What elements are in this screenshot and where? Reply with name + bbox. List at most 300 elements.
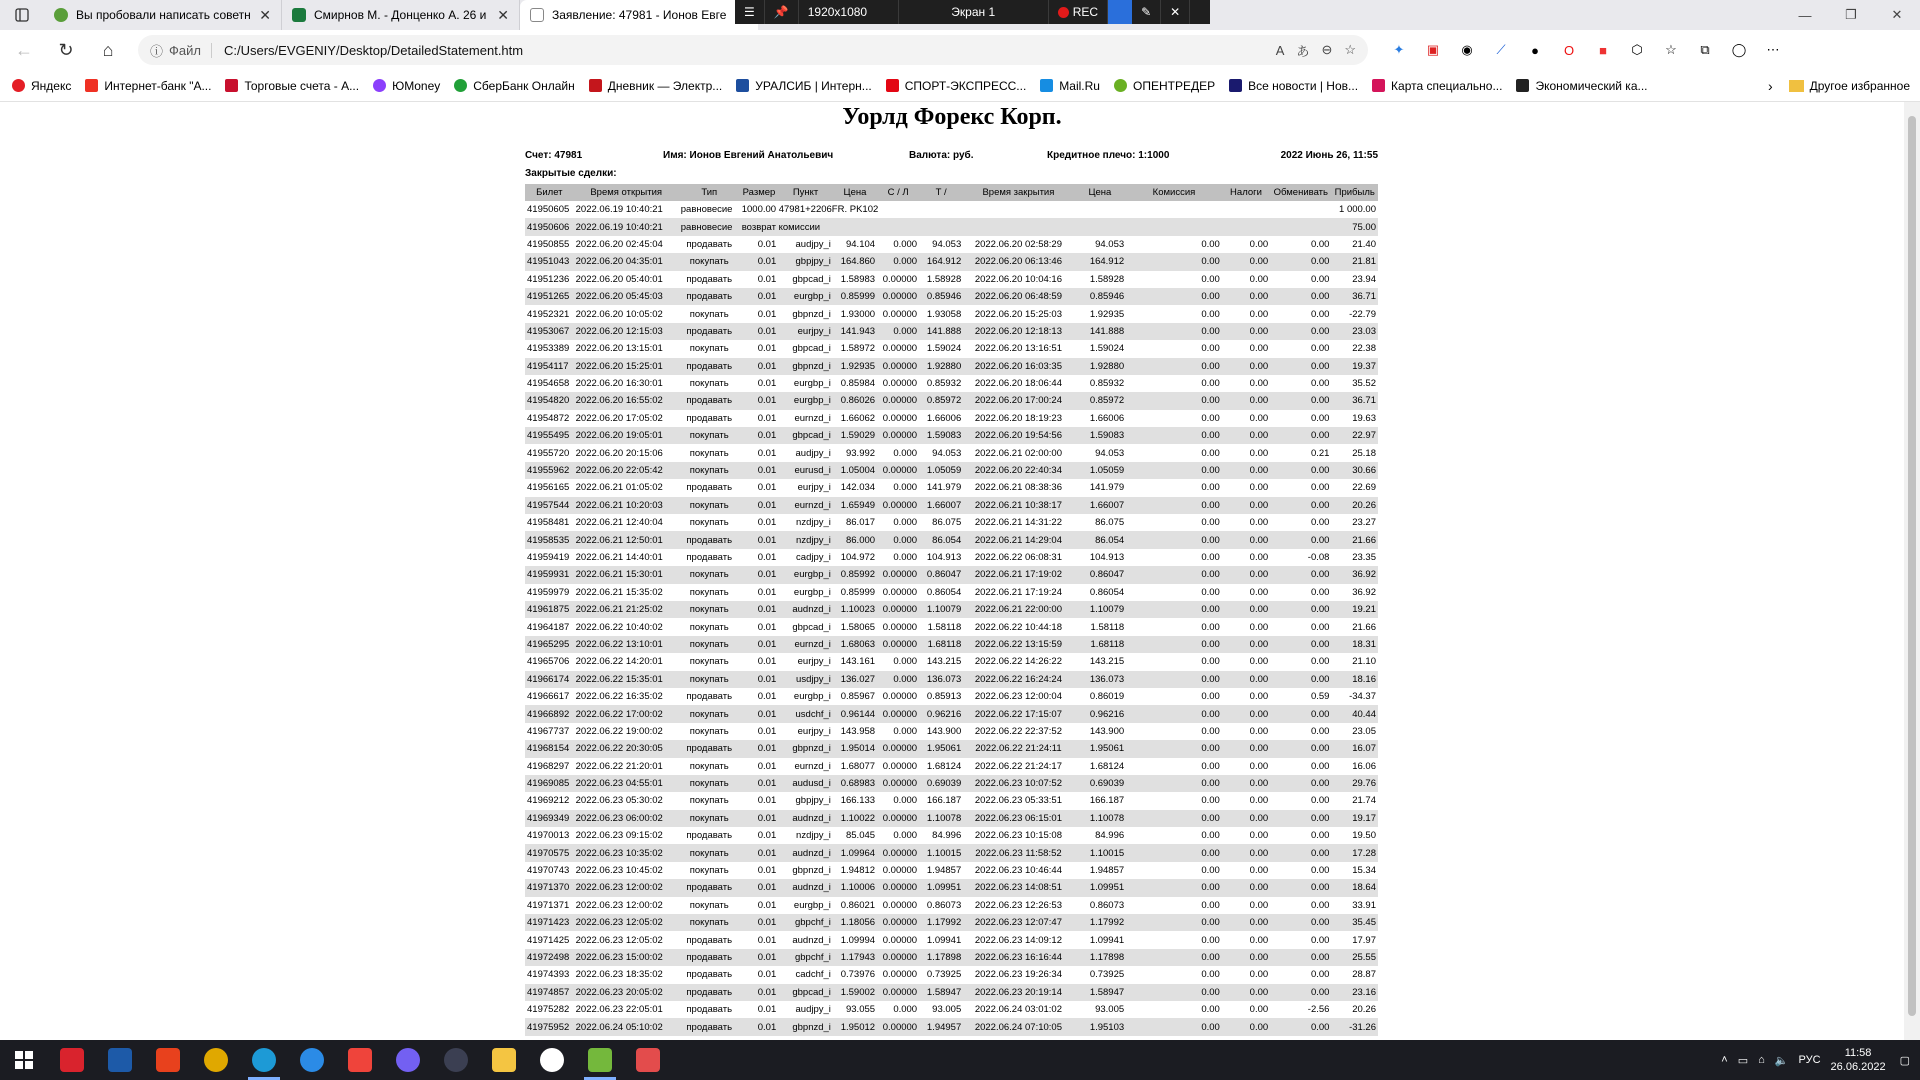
table-cell: 0.00000	[877, 462, 919, 479]
yumoney-icon	[373, 79, 386, 92]
table-cell: равновесие	[680, 204, 733, 216]
pin-icon[interactable]: 📌	[765, 0, 799, 24]
trading-app-icon[interactable]	[96, 1040, 144, 1080]
table-cell: 0.00	[1249, 517, 1269, 529]
table-cell: 23.94	[1352, 273, 1376, 285]
table-cell: 1.66006	[926, 412, 962, 424]
table-cell: 0.00	[1222, 984, 1270, 1001]
table-cell: 93.055	[845, 1004, 876, 1016]
extension-icon[interactable]: ⟋	[1496, 42, 1506, 57]
table-cell: 2022.06.22 13:10:01	[574, 636, 679, 653]
table-cell: 17.97	[1352, 934, 1376, 946]
profile-avatar[interactable]: ◯	[1731, 42, 1747, 57]
table-cell: nzdjpy_i	[796, 517, 831, 529]
bookmark-item[interactable]	[454, 79, 574, 93]
table-cell: покупать	[679, 462, 740, 479]
table-cell: 0.01	[757, 1004, 777, 1016]
table-cell: 1.68118	[919, 636, 963, 653]
table-row	[525, 844, 1378, 861]
report-date: 2022 Июнь 26, 11:55	[1280, 150, 1378, 161]
table-cell: 1.58947	[919, 984, 963, 1001]
battery-icon[interactable]: ▭	[1737, 1054, 1749, 1067]
table-cell: 0.01	[740, 671, 779, 688]
recorder-app-icon[interactable]	[576, 1040, 624, 1080]
table-cell: 1.95061	[1074, 740, 1127, 757]
table-cell: 0.00	[1249, 482, 1269, 494]
pencil-icon[interactable]: ✎	[1132, 0, 1161, 24]
table-cell: 40.44	[1331, 705, 1378, 722]
table-cell: 2022.06.23 14:08:51	[963, 879, 1073, 896]
more-menu-icon[interactable]: ⋯	[1766, 42, 1780, 57]
clock-time: 11:58	[1844, 1047, 1872, 1059]
table-cell: 2022.06.24 03:01:02	[974, 1004, 1062, 1016]
table-cell: 0.00	[1249, 760, 1269, 772]
table-cell: 0.00	[1270, 810, 1331, 827]
viber-icon[interactable]	[384, 1040, 432, 1080]
table-cell: 41961875	[525, 601, 574, 618]
bookmark-item[interactable]	[12, 79, 71, 93]
recorder-toolbar	[735, 0, 1210, 24]
table-cell: 41955495	[525, 427, 574, 444]
table-cell: 2022.06.21 15:30:01	[574, 566, 679, 583]
table-cell: eurjpy_i	[778, 323, 833, 340]
bookmark-item[interactable]	[736, 79, 872, 93]
tab-2[interactable]	[282, 0, 520, 30]
extension-icon[interactable]: ✦	[1393, 42, 1405, 57]
extensions-icon[interactable]: ⬡	[1631, 42, 1643, 57]
office-app-icon[interactable]	[144, 1040, 192, 1080]
table-row	[525, 358, 1378, 375]
table-cell: 21.10	[1352, 656, 1376, 668]
table-cell: 2022.06.22 15:35:01	[574, 671, 679, 688]
bookmark-item[interactable]	[1229, 79, 1358, 93]
table-cell: 0.01	[740, 879, 779, 896]
table-cell: 22.69	[1352, 482, 1376, 494]
table-cell: 0.00	[1222, 844, 1270, 861]
table-row	[525, 305, 1378, 322]
translate-icon[interactable]: あ	[1296, 43, 1310, 59]
url-text[interactable]: C:/Users/EVGENIY/Desktop/DetailedStatement.htm	[223, 42, 524, 58]
table-row	[525, 688, 1378, 705]
bookmark-item[interactable]	[1040, 79, 1100, 93]
bookmark-label: Яндекс	[31, 78, 72, 93]
table-cell: 2022.06.20 15:25:01	[574, 358, 679, 375]
screen-selector[interactable]: Экран 1	[899, 0, 1049, 24]
bookmark-item[interactable]	[85, 79, 211, 93]
card-icon	[1372, 79, 1385, 92]
table-cell: 0.86026	[833, 392, 877, 409]
table-cell: 1.05059	[919, 462, 963, 479]
table-cell: 41955962	[525, 462, 574, 479]
back-button[interactable]: ←	[15, 39, 33, 60]
table-cell: 1.10023	[833, 601, 877, 618]
table-cell: 2022.06.24 05:10:02	[574, 1018, 679, 1035]
table-cell: 143.900	[926, 725, 962, 737]
close-tab-icon[interactable]: ✕	[259, 6, 271, 23]
table-cell: 2022.06.20 05:40:01	[575, 273, 663, 285]
telemost-icon[interactable]	[288, 1040, 336, 1080]
table-cell: 1.94857	[1089, 865, 1125, 877]
table-cell: 0.01	[757, 517, 777, 529]
bookmark-label: Торговые счета - А...	[244, 78, 360, 93]
table-cell: gbpjpy_i	[795, 795, 831, 807]
read-aloud-icon[interactable]: A	[1275, 42, 1285, 58]
table-cell: 0.00	[1201, 447, 1220, 459]
table-cell: gbpchf_i	[778, 949, 833, 966]
table-cell: продавать	[686, 412, 733, 424]
table-cell: 1.59083	[1074, 427, 1127, 444]
bookmark-label: Экономический ка...	[1535, 78, 1648, 93]
chat-app-icon[interactable]	[624, 1040, 672, 1080]
table-cell: 33.91	[1352, 899, 1376, 911]
table-cell: 0.01	[757, 656, 777, 668]
account-info	[525, 150, 1378, 166]
table-cell: 0.86054	[1089, 586, 1125, 598]
bookmark-label: СберБанк Онлайн	[473, 78, 575, 93]
language-indicator[interactable]: РУС	[1798, 1054, 1821, 1066]
table-cell: продавать	[686, 1004, 733, 1016]
table-cell: 41966892	[525, 705, 574, 722]
table-cell: 1.58972	[840, 343, 876, 355]
bookmark-item[interactable]	[225, 79, 359, 93]
table-cell: 0.00	[1201, 795, 1220, 807]
table-cell: 2022.06.20 19:54:56	[963, 427, 1073, 444]
table-row	[525, 549, 1378, 566]
table-cell: 0.00000	[877, 879, 919, 896]
table-cell: 0.86073	[1089, 899, 1125, 911]
table-cell: 0.000	[893, 238, 918, 250]
column-header: Т /	[919, 184, 963, 201]
table-row	[525, 444, 1378, 461]
restore-icon[interactable]: ❐	[1845, 7, 1857, 22]
table-cell: 20.26	[1331, 497, 1378, 514]
table-row	[525, 479, 1378, 496]
table-cell: 2022.06.21 15:35:02	[575, 586, 663, 598]
table-cell: 2022.06.20 13:15:01	[575, 343, 663, 355]
table-cell: 41970575	[525, 844, 574, 861]
table-cell: 0.00	[1222, 392, 1270, 409]
table-cell: 0.00	[1201, 656, 1220, 668]
table-cell: 0.85932	[926, 378, 962, 390]
table-cell: 2022.06.23 12:07:47	[963, 914, 1073, 931]
table-cell: 0.00	[1222, 253, 1270, 270]
table-row	[525, 775, 1378, 792]
table-cell: покупать	[679, 775, 740, 792]
scheme-label: Файл	[169, 43, 212, 58]
clock[interactable]	[1831, 1046, 1886, 1074]
table-cell: 1.09941	[926, 934, 962, 946]
table-cell: 2022.06.21 21:25:02	[574, 601, 679, 618]
app-red-icon[interactable]	[48, 1040, 96, 1080]
table-cell: 0.00	[1310, 865, 1330, 877]
table-cell: покупать	[679, 636, 740, 653]
table-cell: 141.888	[919, 323, 963, 340]
table-cell: 0.00	[1126, 914, 1222, 931]
collections-icon[interactable]: ⧉	[1700, 42, 1710, 57]
table-cell: 41965295	[525, 636, 574, 653]
network-icon[interactable]: ⌂	[1758, 1054, 1765, 1066]
table-cell: 2022.06.23 09:15:02	[575, 830, 663, 842]
opera-icon[interactable]: O	[1563, 42, 1575, 58]
menu-icon[interactable]: ☰	[735, 0, 765, 24]
column-header: Прибыль	[1331, 184, 1378, 201]
table-cell: 0.00	[1126, 288, 1222, 305]
table-cell: 0.01	[740, 253, 779, 270]
bookmarks-bar	[0, 70, 1920, 102]
table-cell: 0.00000	[882, 343, 918, 355]
chevron-right-icon[interactable]: ›	[1767, 77, 1773, 94]
yandex-browser-icon[interactable]	[528, 1040, 576, 1080]
table-cell: 94.053	[932, 238, 962, 250]
table-cell: 1.68124	[926, 760, 962, 772]
table-cell: 0.00	[1310, 273, 1330, 285]
table-cell: 164.860	[833, 253, 877, 270]
table-cell: 41970013	[527, 830, 570, 842]
table-cell: 2022.06.22 21:24:11	[963, 740, 1073, 757]
close-window-icon[interactable]: ✕	[1891, 7, 1903, 22]
chrome-icon[interactable]	[192, 1040, 240, 1080]
tab-actions-icon[interactable]	[0, 0, 44, 30]
table-cell: 41975282	[527, 1004, 570, 1016]
table-cell: 0.00000	[882, 691, 918, 703]
table-cell: продавать	[686, 830, 733, 842]
table-cell: 0.00	[1270, 914, 1331, 931]
info-icon[interactable]: ⓘ	[150, 43, 164, 59]
table-cell: 0.00	[1249, 1004, 1269, 1016]
table-cell: 2022.06.21 01:05:02	[575, 482, 663, 494]
table-cell: 41959419	[527, 552, 570, 563]
table-cell: 2022.06.20 02:45:04	[575, 238, 663, 250]
table-cell: 41950606	[525, 218, 574, 235]
table-cell: 0.73925	[926, 969, 962, 981]
bookmark-item[interactable]	[1516, 79, 1647, 93]
table-cell: 41965706	[527, 656, 570, 668]
table-cell: 41950605	[527, 204, 570, 216]
table-cell: 41954658	[527, 378, 570, 390]
close-tab-icon[interactable]: ✕	[497, 6, 509, 23]
mailru-icon	[1040, 79, 1053, 92]
table-cell: 0.01	[740, 636, 779, 653]
table-cell: 2022.06.21 12:40:04	[575, 517, 663, 529]
table-header-row	[525, 184, 1378, 201]
extension-icon[interactable]: ▣	[1426, 42, 1440, 57]
bookmark-label: ЮMoney	[392, 78, 441, 93]
table-cell: 84.996	[1095, 830, 1125, 842]
table-row	[525, 897, 1378, 914]
table-cell: 0.00	[1126, 358, 1222, 375]
table-cell: 0.00	[1249, 865, 1269, 877]
table-cell: 164.912	[1074, 253, 1127, 270]
table-cell: 0.00	[1270, 879, 1331, 896]
table-cell: 2022.06.24 07:10:05	[963, 1018, 1073, 1035]
table-cell: 1.58983	[840, 273, 876, 285]
table-row	[525, 636, 1378, 653]
table-cell: 1.92935	[1089, 308, 1125, 320]
tab-3[interactable]	[520, 0, 758, 30]
table-cell: 143.215	[1089, 656, 1125, 668]
table-cell: 2022.06.23 12:00:02	[575, 899, 663, 911]
table-row	[525, 966, 1378, 983]
extension-icon[interactable]: ◉	[1461, 42, 1473, 57]
bookmark-item[interactable]	[589, 79, 723, 93]
table-cell: 0.00	[1310, 378, 1330, 390]
table-cell: 2022.06.21 12:50:01	[574, 531, 679, 548]
table-cell: 0.00	[1222, 636, 1270, 653]
table-cell: 36.71	[1331, 392, 1378, 409]
table-cell: 0.000	[893, 517, 918, 529]
table-cell: 0.00	[1201, 343, 1220, 355]
table-cell: 0.00	[1126, 497, 1222, 514]
table-cell: 0.00	[1249, 969, 1269, 981]
favorite-star-icon[interactable]: ☆	[1344, 42, 1356, 57]
table-cell: 141.943	[833, 323, 877, 340]
table-cell: 19.50	[1352, 830, 1376, 842]
table-cell: 2022.06.21 14:29:04	[963, 531, 1073, 548]
table-cell: 0.86047	[1074, 566, 1127, 583]
notifications-icon[interactable]: ▢	[1899, 1054, 1910, 1067]
table-cell: 17.28	[1331, 844, 1378, 861]
bookmark-item[interactable]	[373, 79, 440, 93]
table-cell: 0.00	[1249, 552, 1269, 563]
table-cell: 0.00	[1310, 586, 1330, 598]
table-cell: 0.00	[1270, 705, 1331, 722]
table-cell: 0.00	[1126, 1018, 1222, 1035]
table-cell: 41951236	[527, 273, 570, 285]
table-cell: 0.85999	[840, 586, 876, 598]
table-cell: 1.10079	[919, 601, 963, 618]
bookmark-item[interactable]	[886, 79, 1027, 93]
volume-icon[interactable]: 🔈	[1774, 1054, 1789, 1067]
table-row	[525, 879, 1378, 896]
column-header: Цена	[1074, 184, 1127, 201]
table-row	[525, 653, 1378, 670]
table-cell: 1.95061	[919, 740, 963, 757]
table-cell: 0.85972	[1074, 392, 1127, 409]
table-cell: 0.85946	[919, 288, 963, 305]
tab-1[interactable]	[44, 0, 282, 30]
table-cell: покупать	[679, 914, 740, 931]
table-cell: 1.94957	[919, 1018, 963, 1035]
table-cell: gbpcad_i	[778, 427, 833, 444]
draw-mode-icon[interactable]	[1108, 0, 1132, 24]
record-button[interactable]	[1049, 0, 1108, 24]
table-cell: audnzd_i	[778, 844, 833, 861]
extensions	[1382, 36, 1790, 64]
table-row	[525, 584, 1378, 601]
table-cell: 0.00000	[882, 934, 918, 946]
bookmark-item[interactable]	[1372, 79, 1502, 93]
table-cell: audjpy_i	[795, 447, 831, 459]
anydesk-icon[interactable]	[336, 1040, 384, 1080]
refresh-button[interactable]: ↻	[58, 39, 74, 60]
resolution-label: 1920x1080	[799, 0, 899, 24]
table-cell: 1.66062	[840, 412, 876, 424]
file-explorer-icon[interactable]	[480, 1040, 528, 1080]
address-bar[interactable]	[138, 35, 1368, 65]
table-cell: eurnzd_i	[778, 497, 833, 514]
table-cell: 0.00	[1201, 586, 1220, 598]
yandex-icon	[12, 79, 25, 92]
table-cell: 41971423	[525, 914, 574, 931]
home-button[interactable]: ⌂	[102, 39, 114, 60]
close-recorder-icon[interactable]: ✕	[1161, 0, 1190, 24]
table-cell: 0.00	[1222, 462, 1270, 479]
table-cell: 0.00	[1249, 656, 1269, 668]
table-cell: покупать	[679, 427, 740, 444]
table-row	[525, 340, 1378, 357]
table-cell: eurjpy_i	[797, 482, 831, 494]
lock-app-icon[interactable]	[432, 1040, 480, 1080]
bookmark-item[interactable]	[1114, 79, 1215, 93]
table-cell: покупать	[679, 497, 740, 514]
start-button[interactable]	[0, 1040, 48, 1080]
zoom-icon[interactable]: ⊖	[1321, 42, 1333, 57]
table-cell: 1.05004	[833, 462, 877, 479]
minimize-icon[interactable]: —	[1798, 7, 1812, 23]
table-cell: 41952321	[527, 308, 570, 320]
favorites-icon[interactable]: ☆	[1665, 42, 1677, 57]
adblock-icon[interactable]: ■	[1599, 42, 1607, 58]
table-cell: 1.10078	[919, 810, 963, 827]
table-cell: -2.56	[1307, 1004, 1330, 1016]
edge-icon[interactable]	[240, 1040, 288, 1080]
table-cell: 41959931	[525, 566, 574, 583]
table-cell: 1.09951	[1074, 879, 1127, 896]
table-cell: 0.00	[1249, 725, 1269, 737]
table-cell: покупать	[689, 760, 729, 772]
table-cell: 0.00	[1201, 308, 1220, 320]
table-cell: 0.01	[757, 412, 777, 424]
account-name: Имя: Ионов Евгений Анатольевич	[663, 150, 834, 161]
table-cell: 2022.06.20 16:30:01	[575, 378, 663, 390]
chevron-up-icon[interactable]: ˄	[1721, 1054, 1728, 1066]
table-cell: 0.00	[1310, 760, 1330, 772]
table-cell: 2022.06.20 18:06:44	[974, 378, 1062, 390]
table-cell: 2022.06.21 17:19:24	[974, 586, 1062, 598]
account-currency: Валюта: руб.	[909, 150, 974, 161]
table-cell: 0.00	[1270, 531, 1331, 548]
table-cell: 1.58928	[926, 273, 962, 285]
table-cell: gbpjpy_i	[778, 253, 833, 270]
table-cell: 0.00	[1310, 343, 1330, 355]
table-cell: продавать	[679, 949, 740, 966]
other-favorites[interactable]	[1789, 79, 1910, 93]
extension-icon[interactable]: ●	[1531, 42, 1539, 58]
table-cell: 2022.06.21 14:40:01	[575, 552, 663, 563]
scrollbar-thumb[interactable]	[1908, 116, 1916, 1016]
table-cell: 41971371	[527, 899, 570, 911]
table-cell: 1.10079	[1074, 601, 1127, 618]
table-row	[525, 462, 1378, 479]
table-cell: 1.93058	[926, 308, 962, 320]
table-cell: 0.00	[1201, 865, 1220, 877]
investing-icon	[1516, 79, 1529, 92]
table-cell: 41974857	[525, 984, 574, 1001]
table-cell: 1.58947	[1074, 984, 1127, 1001]
table-cell: -22.79	[1349, 308, 1376, 320]
table-cell: 0.00	[1270, 462, 1331, 479]
table-cell: 0.00000	[877, 427, 919, 444]
table-row	[525, 618, 1378, 635]
vertical-scrollbar[interactable]	[1904, 102, 1920, 1040]
column-header: Время открытия	[574, 184, 679, 201]
table-cell: 0.00	[1270, 601, 1331, 618]
table-cell: 1.66007	[1074, 497, 1127, 514]
table-cell: 75.00	[1331, 218, 1378, 235]
table-cell: продавать	[679, 531, 740, 548]
table-cell: покупать	[689, 378, 729, 390]
diary-icon	[589, 79, 602, 92]
